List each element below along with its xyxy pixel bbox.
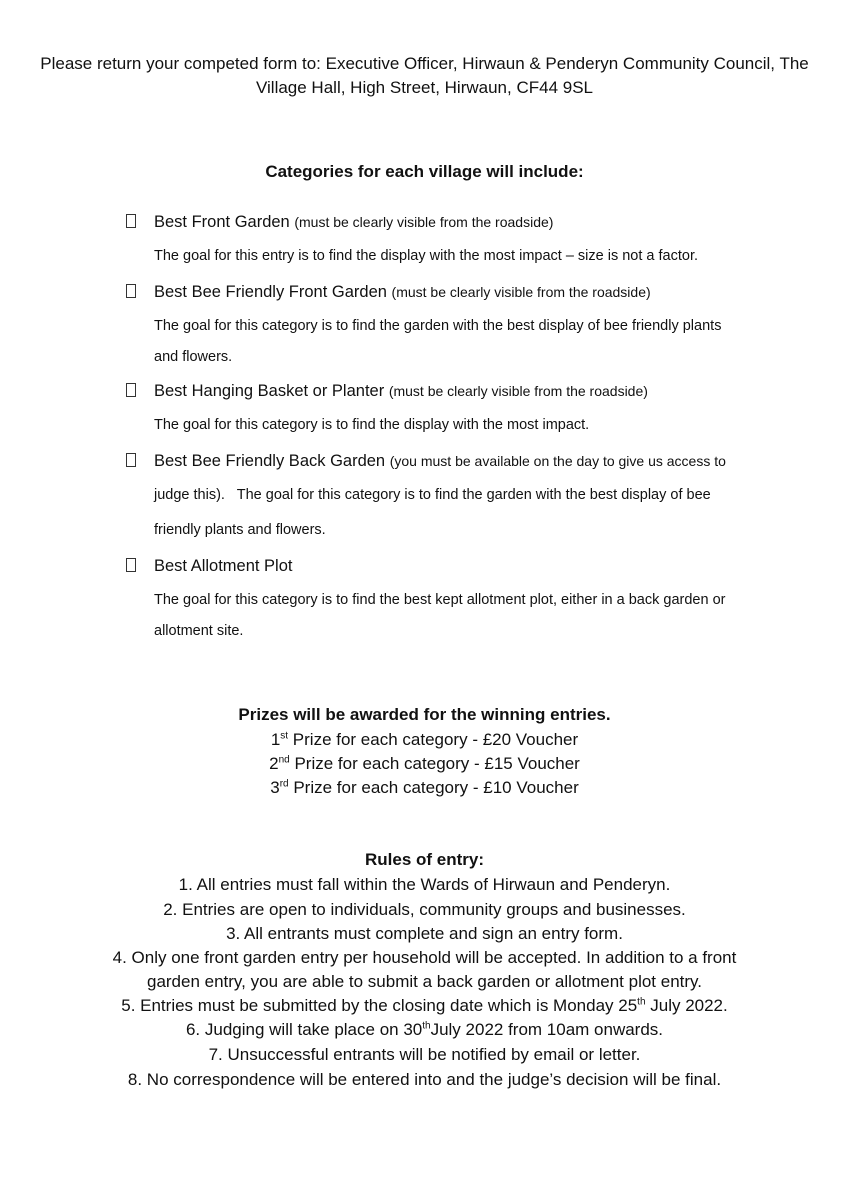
category-title-text: Best Front Garden [154,213,290,231]
prize-text: Prize for each category - £20 Voucher [288,730,579,749]
category-description: friendly plants and flowers. [154,522,326,538]
prize-rank-suffix: rd [279,778,289,790]
category-note: (must be clearly visible from the roadside) [391,284,651,300]
rule-item-continued: garden entry, you are able to submit a back garden or allotment plot entry. [146,972,702,991]
rule-item [0,1018,849,1042]
category-description: The goal for this category is to find the display with the most impact. [154,417,590,433]
category-title-text: Best Allotment Plot [154,557,293,575]
category-description: judge this). The goal for this category is to find the garden with the best display of bee [154,487,711,503]
rule-text: 6. Judging will take place on 30 [185,1020,423,1039]
rule-item: 3. All entrants must complete and sign an entry form. [226,924,623,943]
categories-heading: Categories for each village will include: [265,162,584,181]
category-description: The goal for this category is to find the garden with the best display of bee friendly plants [154,318,722,334]
checkbox-bullet-icon [126,453,136,467]
checkbox-bullet-icon [126,284,136,298]
prize-line [0,728,849,752]
rule-text: July 2022 from 10am onwards. [430,1020,664,1039]
ordinal-suffix: th [637,996,646,1008]
rule-item: 4. Only one front garden entry per household will be accepted. In addition to a front [112,948,737,967]
prize-rank-suffix: nd [278,754,290,766]
category-description: The goal for this category is to find the best kept allotment plot, either in a back garden or [154,592,726,608]
ordinal-suffix: th [422,1020,431,1032]
prize-text: Prize for each category - £15 Voucher [289,754,580,773]
rule-item [0,994,849,1018]
rule-text: July 2022. [645,996,728,1015]
category-title-text: Best Hanging Basket or Planter [154,382,385,400]
category-description: allotment site. [154,623,244,639]
category-title [154,381,648,401]
category-title [154,451,726,471]
prize-line [0,752,849,776]
rule-item: 1. All entries must fall within the Wards of Hirwaun and Penderyn. [178,875,671,894]
category-title-text: Best Bee Friendly Back Garden [154,452,386,470]
rule-item: 8. No correspondence will be entered into and the judge’s decision will be final. [127,1070,722,1089]
checkbox-bullet-icon [126,214,136,228]
rules-heading: Rules of entry: [364,850,485,869]
rule-item: 2. Entries are open to individuals, community groups and businesses. [163,900,686,919]
prize-rank-suffix: st [280,730,289,742]
category-title-text: Best Bee Friendly Front Garden [154,283,387,301]
prize-text: Prize for each category - £10 Voucher [288,778,579,797]
category-note: (must be clearly visible from the roadside) [388,383,648,399]
category-title [154,556,293,576]
prize-rank: 3 [270,778,280,797]
category-note: (must be clearly visible from the roadside) [294,214,554,230]
category-title [154,282,651,302]
category-title [154,212,553,232]
rule-text: 5. Entries must be submitted by the closing date which is Monday 25 [121,996,638,1015]
return-address-note: Please return your competed form to: Executive Officer, Hirwaun & Penderyn Community Council, The Village Hall, High Street, Hirwaun, CF44 9SL [40,54,809,97]
category-description: The goal for this entry is to find the display with the most impact – size is not a factor. [154,248,699,264]
rule-item: 7. Unsuccessful entrants will be notified by email or letter. [208,1045,641,1064]
prize-rank: 1 [270,730,281,749]
prize-line [0,776,849,800]
prize-rank: 2 [269,754,279,773]
category-description: and flowers. [154,349,233,365]
prizes-heading: Prizes will be awarded for the winning entries. [238,705,611,724]
checkbox-bullet-icon [126,558,136,572]
checkbox-bullet-icon [126,383,136,397]
category-note: (you must be available on the day to give us access to [389,453,726,469]
